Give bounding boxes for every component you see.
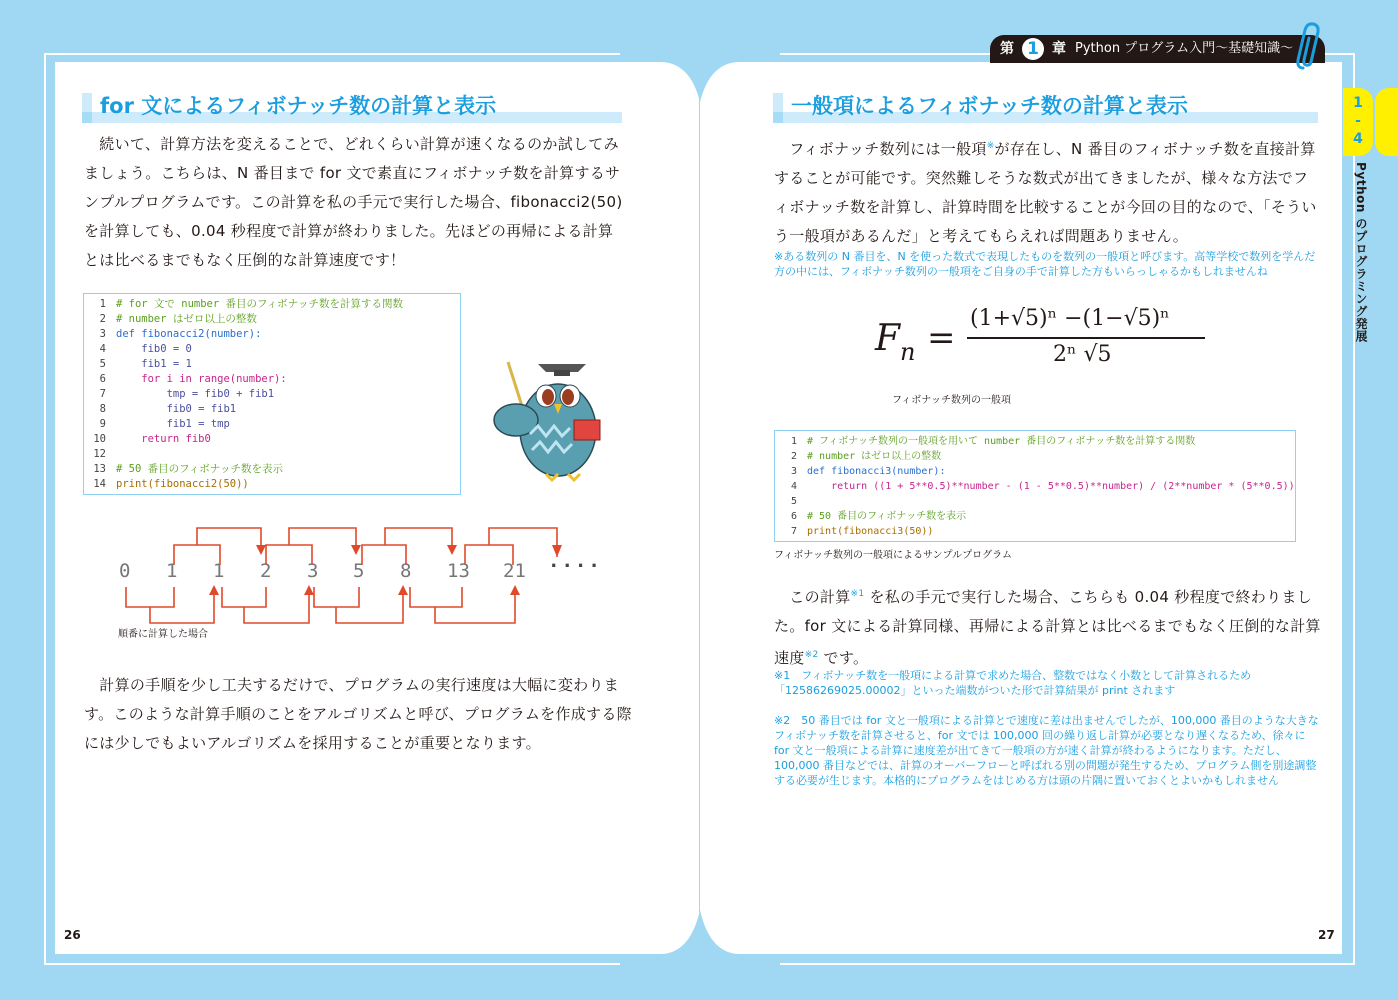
fib-value: 13 xyxy=(447,560,470,582)
left-closing-paragraph: 計算の手順を少し工夫するだけで、プログラムの実行速度は大幅に変わります。このような計算手順のことをアルゴリズムと呼び、プログラムを作成する際には少しでもよいアルゴリズムを採用することが重要となります。 xyxy=(84,676,632,752)
code-line: 7 print(fibonacci3(50)) xyxy=(790,526,934,537)
code-line: 5 xyxy=(790,496,797,507)
code-line: 6 for i in range(number): xyxy=(99,373,287,385)
diagram-caption: 順番に計算した場合 xyxy=(118,629,208,640)
chapter-header xyxy=(990,35,1325,63)
section-tab-next[interactable] xyxy=(1375,88,1398,156)
ellipsis: ···· xyxy=(548,555,602,577)
chapter-suffix: 章 xyxy=(1052,41,1066,57)
right-code-block xyxy=(774,430,1296,542)
fib-value: 2 xyxy=(260,560,272,582)
footnote-2: ※2 50 番目では for 文と一般項による計算とで速度に差は出ませんでしたが、100,000 番目のような大きなフィボナッチ数を計算させると、for 文では 100,000 回の繰り返し計算が必要となり遅くなるため、徐々に for 文と一般項による計算に速度差が出てきて一般項の方が速く計算が終わるようになります。ただし、100,000 番目などでは、計算のオーバーフローと呼ばれる別の問題が発生するため、プログラム側を別途調整する必要が生じます。本格的にプログラムをはじめる方は頭の片隅に置いておくとよいかもしれません xyxy=(774,714,1319,787)
left-code-block xyxy=(83,293,461,495)
footnote-mark: ※ xyxy=(986,141,995,151)
code-caption: フィボナッチ数列の一般項によるサンプルプログラム xyxy=(774,550,1012,561)
fib-value: 5 xyxy=(353,560,365,582)
fib-value: 8 xyxy=(400,560,412,582)
fib-value: 1 xyxy=(213,560,225,582)
code-line: 3 def fibonacci2(number): xyxy=(99,328,262,340)
page-number-right: 27 xyxy=(1318,928,1335,942)
chapter-title: Python プログラム入門〜基礎知識〜 xyxy=(1075,41,1294,56)
spine-top-decoration xyxy=(620,50,780,110)
section-minor: 4 xyxy=(1353,131,1363,147)
left-section-title xyxy=(82,93,622,123)
spine-bottom-decoration xyxy=(620,905,780,965)
fraction-bar xyxy=(967,337,1205,339)
fib-value: 21 xyxy=(503,560,526,582)
right-intro-paragraph: フィボナッチ数列には一般項※が存在し、N 番目のフィボナッチ数を直接計算することが可能です。突然難しそうな数式が出てきましたが、様々な方法でフィボナッチ数を計算し、計算時間を比較することが今回の目的なので、「そういう一般項があるんだ」と考えてもらえれば問題ありません。 xyxy=(774,140,1317,245)
code-line: 4 fib0 = 0 xyxy=(99,343,192,355)
code-line: 12 xyxy=(93,448,106,460)
code-line: 4 return ((1 + 5**0.5)**number - (1 - 5**0.5)**number) / (2**number * (5**0.5)) xyxy=(790,481,1295,492)
footnote-mark-1: ※1 xyxy=(850,589,865,599)
footnote-mark-2: ※2 xyxy=(804,650,819,660)
code-line: 1 # フィボナッチ数列の一般項を用いて number 番目のフィボナッチ数を計算する関数 xyxy=(790,436,1196,447)
chapter-prefix: 第 xyxy=(1000,41,1014,57)
left-section-title-text: for 文によるフィボナッチ数の計算と表示 xyxy=(100,94,497,118)
fib-value: 3 xyxy=(307,560,319,582)
owl-mascot-illustration xyxy=(478,342,608,482)
code-line: 6 # 50 番目のフィボナッチ数を表示 xyxy=(790,511,967,522)
code-line: 2 # number はゼロ以上の整数 xyxy=(790,451,942,462)
code-line: 8 fib0 = fib1 xyxy=(99,403,237,415)
footnote-1: ※1 フィボナッチ数を一般項による計算で求めた場合、整数ではなく小数として計算されるため「12586269025.00002」といった端数がついた形で計算結果が print されます xyxy=(774,669,1252,697)
left-intro-paragraph: 続いて、計算方法を変えることで、どれくらい計算が速くなるのか試してみましょう。こちらは、N 番目まで for 文で素直にフィボナッチ数を計算するサンプルプログラムです。この計算を私の手元で実行した場合、fibonacci2(50) を計算しても、0.04 秒程度で計算が終わりました。先ほどの再帰による計算とは比べるまでもなく圧倒的な計算速度です！ xyxy=(84,135,623,269)
right-section-title-text: 一般項によるフィボナッチ数の計算と表示 xyxy=(791,94,1188,118)
code-line: 13 # 50 番目のフィボナッチ数を表示 xyxy=(93,463,284,475)
code-line: 7 tmp = fib0 + fib1 xyxy=(99,388,275,400)
section-tab[interactable] xyxy=(1343,88,1373,156)
code-line: 3 def fibonacci3(number): xyxy=(790,466,946,477)
section-label: Python のプログラミング発展 xyxy=(1354,162,1368,343)
fibonacci-sequence-diagram xyxy=(100,515,600,645)
section-separator: - xyxy=(1355,113,1361,129)
fib-value: 1 xyxy=(166,560,178,582)
paperclip-icon xyxy=(1293,20,1323,75)
fib-value: 0 xyxy=(119,560,131,582)
right-result-paragraph: この計算$^{※1}$ を私の手元で実行した場合、こちらも 0.04 秒程度で終わりました。for 文による計算同様、再帰による計算とは比べるまでもなく圧倒的な計算速度$^{※2}$ です。 xyxy=(774,588,1321,667)
code-line: 9 fib1 = tmp xyxy=(99,418,230,430)
page-number-left: 26 xyxy=(64,928,81,942)
code-line: 2 # number はゼロ以上の整数 xyxy=(99,313,257,325)
section-major: 1 xyxy=(1353,95,1363,111)
code-line: 5 fib1 = 1 xyxy=(99,358,192,370)
chapter-number-badge: 1 xyxy=(1022,38,1044,60)
right-section-title xyxy=(773,93,1318,123)
code-line: 1 # for 文で number 番目のフィボナッチ数を計算する関数 xyxy=(99,298,403,310)
general-term-note: ※ある数列の N 番目を、N を使った数式で表現したものを数列の一般項と呼びます。高等学校で数列を学んだ方の中には、フィボナッチ数列の一般項をご自身の手で計算した方もいらっしゃるかもしれませんね xyxy=(774,250,1316,278)
code-line: 14 print(fibonacci2(50)) xyxy=(93,478,249,490)
formula-caption: フィボナッチ数列の一般項 xyxy=(892,395,1011,406)
code-line: 10 return fib0 xyxy=(93,433,211,445)
